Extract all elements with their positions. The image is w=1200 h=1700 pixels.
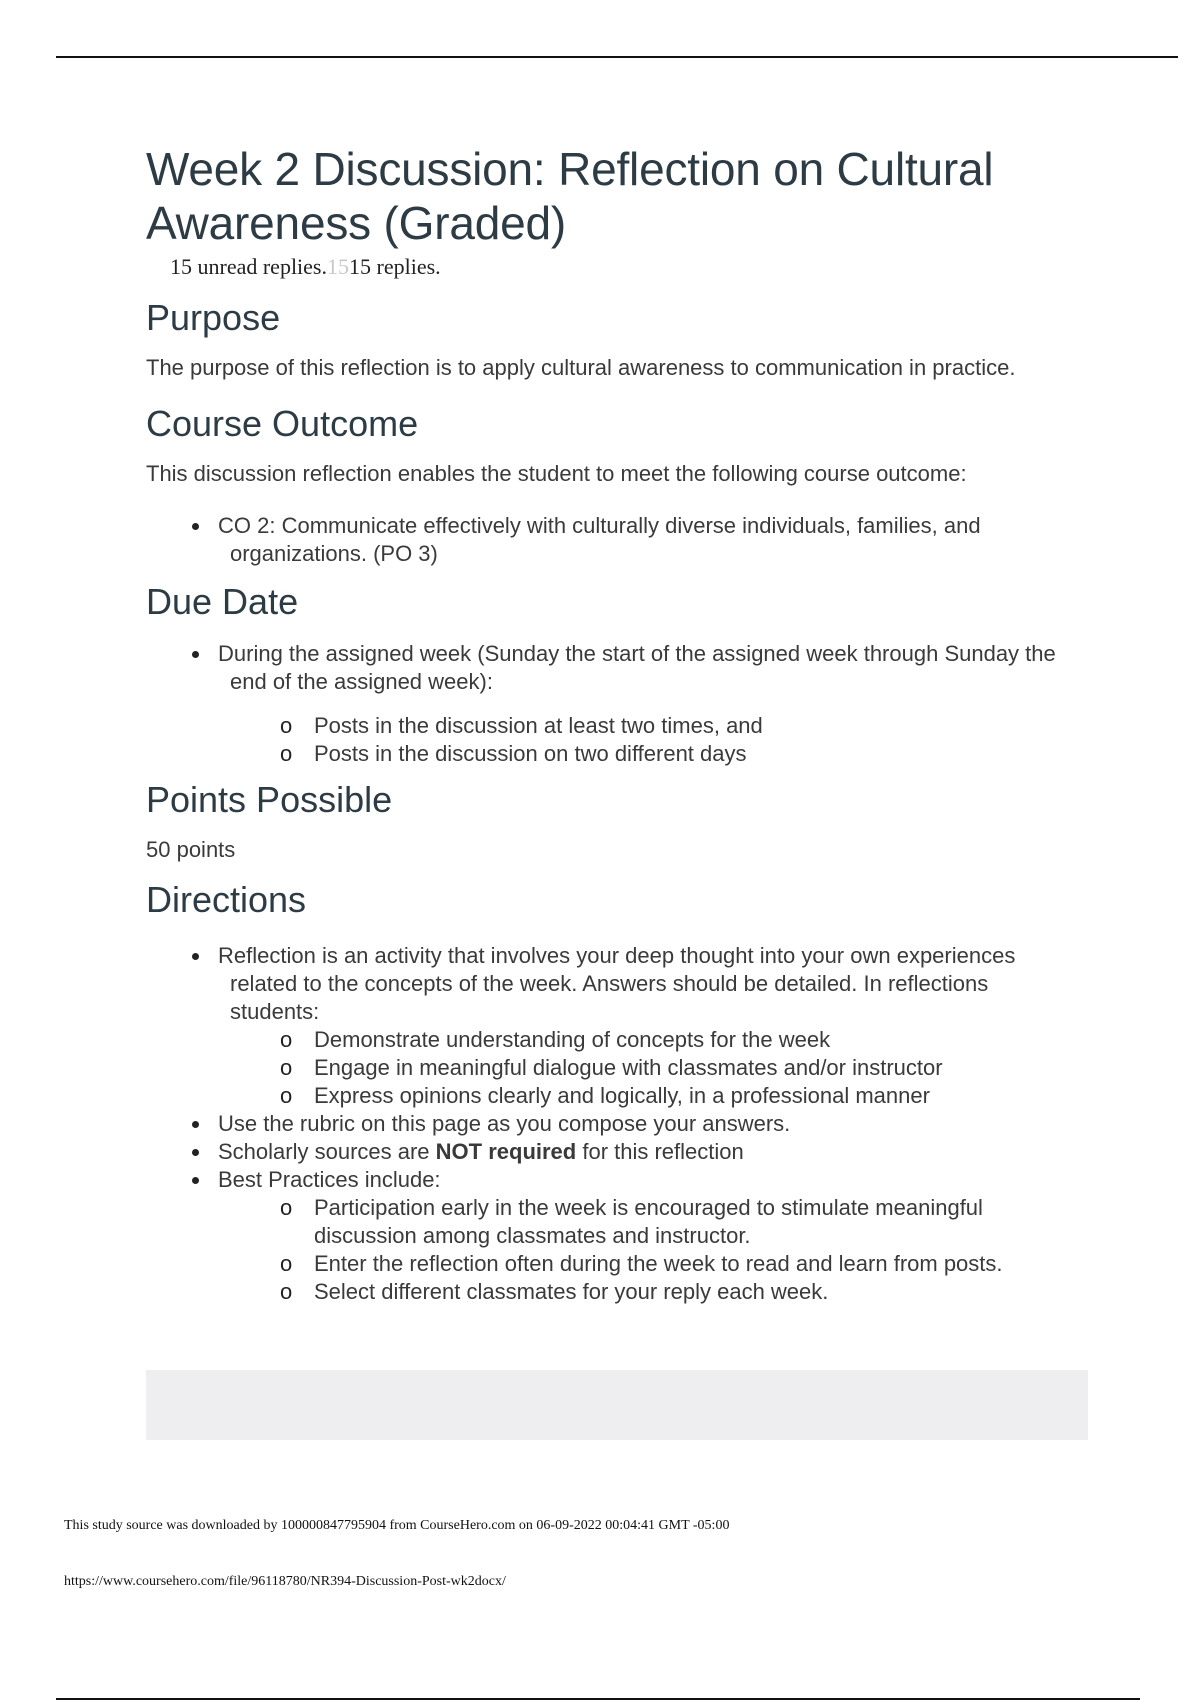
list-item bbox=[146, 1138, 1086, 1166]
unread-replies: 15 unread replies. bbox=[170, 254, 327, 279]
list-item bbox=[146, 512, 1086, 568]
purpose-heading: Purpose bbox=[146, 297, 281, 338]
sub-bullet-icon: o bbox=[280, 1083, 293, 1108]
total-replies: 15 replies. bbox=[349, 254, 441, 279]
unread-badge: 15 bbox=[327, 254, 349, 279]
download-note: This study source was downloaded by 100000847795904 from CourseHero.com on 06-09-2022 00:04:41 GMT -05:00 bbox=[64, 1518, 730, 1533]
sources-text-pre: Scholarly sources are bbox=[218, 1139, 436, 1164]
list-item bbox=[146, 1110, 1086, 1138]
sub-bullet-icon: o bbox=[280, 1251, 293, 1276]
directions-subitem: Express opinions clearly and logically, in a professional manner bbox=[314, 1083, 930, 1108]
list-item bbox=[146, 1250, 1086, 1278]
points-heading: Points Possible bbox=[146, 779, 393, 820]
bullet-icon bbox=[192, 1149, 199, 1156]
due-date-item: During the assigned week (Sunday the start of the assigned week through Sunday the end of the assigned week): bbox=[218, 641, 1056, 694]
best-practice-subitem: Select different classmates for your reply each week. bbox=[314, 1279, 829, 1304]
sources-text-bold: NOT required bbox=[435, 1139, 577, 1164]
course-outcome-list bbox=[146, 512, 1086, 568]
list-item bbox=[146, 640, 1086, 696]
sub-bullet-icon: o bbox=[280, 741, 293, 766]
due-date-list bbox=[146, 640, 1086, 696]
directions-reflection-sublist bbox=[146, 1026, 1086, 1110]
best-practice-subitem: Participation early in the week is encouraged to stimulate meaningful discussion among classmates and instructor. bbox=[314, 1195, 983, 1248]
directions-list bbox=[146, 942, 1086, 1026]
list-item bbox=[146, 1278, 1086, 1306]
bullet-icon bbox=[192, 953, 199, 960]
page-title: Week 2 Discussion: Reflection on Cultural Awareness (Graded) bbox=[146, 143, 994, 249]
bullet-icon bbox=[192, 523, 199, 530]
document-content bbox=[146, 142, 1086, 1306]
bullet-icon bbox=[192, 1177, 199, 1184]
directions-item-rubric: Use the rubric on this page as you compose your answers. bbox=[218, 1111, 791, 1136]
directions-subitem: Demonstrate understanding of concepts for the week bbox=[314, 1027, 831, 1052]
directions-item-sources bbox=[218, 1138, 1066, 1166]
rubric-placeholder-box bbox=[146, 1370, 1088, 1440]
course-outcome-intro: This discussion reflection enables the student to meet the following course outcome: bbox=[146, 461, 967, 486]
course-outcome-item: CO 2: Communicate effectively with culturally diverse individuals, families, and organizations. (PO 3) bbox=[218, 513, 981, 566]
points-value: 50 points bbox=[146, 837, 236, 862]
sub-bullet-icon: o bbox=[280, 713, 293, 738]
due-date-sublist bbox=[146, 712, 1086, 768]
sources-text-post: for this reflection bbox=[576, 1139, 744, 1164]
bullet-icon bbox=[192, 651, 199, 658]
directions-item-best-practices: Best Practices include: bbox=[218, 1167, 441, 1192]
list-item bbox=[146, 1194, 1086, 1250]
sub-bullet-icon: o bbox=[280, 1055, 293, 1080]
source-url[interactable]: https://www.coursehero.com/file/96118780/NR394-Discussion-Post-wk2docx/ bbox=[64, 1574, 506, 1589]
list-item bbox=[146, 942, 1086, 1026]
directions-item-reflection: Reflection is an activity that involves your deep thought into your own experiences related to the concepts of the week. Answers should be detailed. In reflections students: bbox=[218, 943, 1016, 1024]
list-item bbox=[146, 740, 1086, 768]
directions-subitem: Engage in meaningful dialogue with classmates and/or instructor bbox=[314, 1055, 943, 1080]
reply-count[interactable] bbox=[170, 252, 1086, 282]
directions-list-continued bbox=[146, 1110, 1086, 1194]
top-rule bbox=[56, 56, 1178, 58]
due-date-heading: Due Date bbox=[146, 581, 299, 622]
bullet-icon bbox=[192, 1121, 199, 1128]
sub-bullet-icon: o bbox=[280, 1027, 293, 1052]
purpose-text: The purpose of this reflection is to apply cultural awareness to communication in practice. bbox=[146, 355, 1016, 380]
sub-bullet-icon: o bbox=[280, 1195, 293, 1220]
due-date-subitem: Posts in the discussion at least two times, and bbox=[314, 713, 763, 738]
best-practice-subitem: Enter the reflection often during the week to read and learn from posts. bbox=[314, 1251, 1003, 1276]
best-practices-sublist bbox=[146, 1194, 1086, 1306]
list-item bbox=[146, 1166, 1086, 1194]
list-item bbox=[146, 1026, 1086, 1054]
list-item bbox=[146, 1054, 1086, 1082]
list-item bbox=[146, 1082, 1086, 1110]
due-date-subitem: Posts in the discussion on two different days bbox=[314, 741, 747, 766]
sub-bullet-icon: o bbox=[280, 1279, 293, 1304]
directions-heading: Directions bbox=[146, 879, 307, 920]
course-outcome-heading: Course Outcome bbox=[146, 403, 419, 444]
list-item bbox=[146, 712, 1086, 740]
